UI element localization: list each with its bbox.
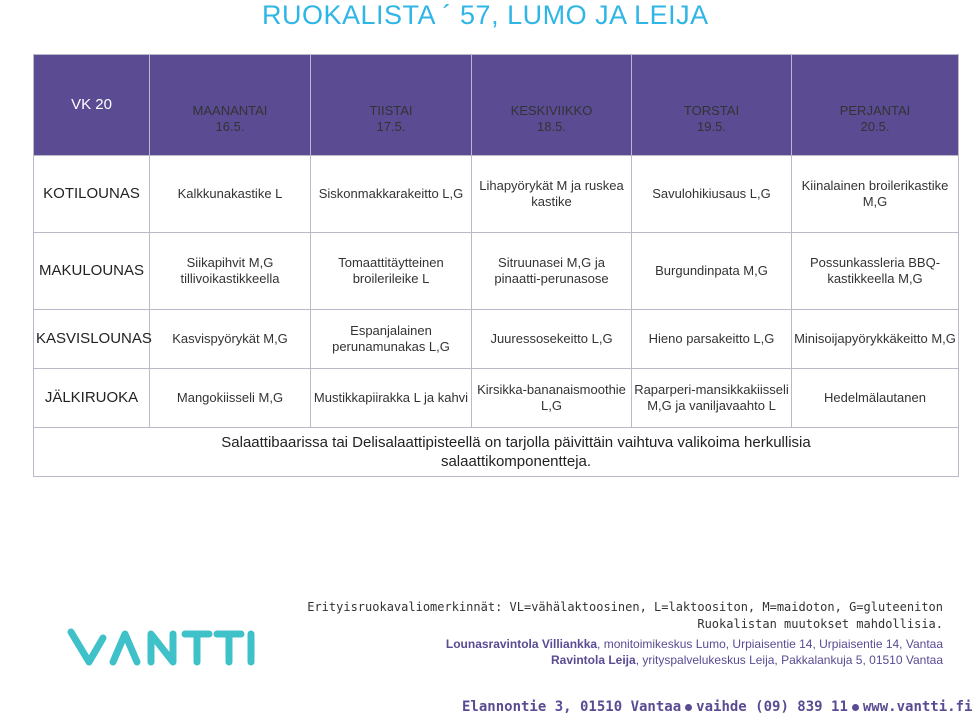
category-label: KASVISLOUNAS	[34, 310, 150, 369]
menu-cell: Juuressosekeitto L,G	[472, 310, 632, 369]
contact-phone: vaihde (09) 839 11	[696, 699, 848, 715]
salad-note: Salaattibaarissa tai Delisalaattipisteellä on tarjolla päivittäin vaihtuva valikoima herkullisia salaattikomponentteja.	[221, 434, 811, 470]
page-title: RUOKALISTA ´ 57, LUMO JA LEIJA	[262, 0, 709, 30]
day-header-wed: KESKIVIIKKO 18.5.	[472, 55, 632, 156]
menu-cell: Hieno parsakeitto L,G	[632, 310, 792, 369]
restaurant-leija	[551, 652, 943, 668]
restaurant-name: Ravintola Leija	[551, 653, 636, 667]
contact-web: www.vantti.fi	[862, 699, 972, 715]
menu-row-makulounas	[34, 233, 959, 310]
day-header-mon: MAANANTAI 16.5.	[150, 55, 311, 156]
menu-cell: Burgundinpata M,G	[632, 233, 792, 310]
restaurant-address: , yrityspalvelukeskus Leija, Pakkalankuja 5, 01510 Vantaa	[635, 653, 943, 667]
vantti-logo	[67, 624, 257, 672]
menu-cell: Raparperi-mansikkakiisseli M,G ja vaniljavaahto L	[632, 369, 792, 428]
category-label: JÄLKIRUOKA	[34, 369, 150, 428]
menu-cell: Kalkkunakastike L	[150, 156, 311, 233]
day-header-fri: PERJANTAI 20.5.	[792, 55, 959, 156]
menu-cell: Kasvispyörykät M,G	[150, 310, 311, 369]
menu-cell: Minisoijapyörykkäkeitto M,G	[792, 310, 959, 369]
day-header-tue: TIISTAI 17.5.	[311, 55, 472, 156]
menu-cell: Savulohikiusaus L,G	[632, 156, 792, 233]
menu-cell: Mangokiisseli M,G	[150, 369, 311, 428]
menu-table	[33, 54, 959, 477]
day-header-row	[34, 55, 959, 156]
contact-address: Elannontie 3, 01510 Vantaa	[462, 699, 682, 715]
menu-cell: Espanjalainen perunamunakas L,G	[311, 310, 472, 369]
menu-cell: Mustikkapiirakka L ja kahvi	[311, 369, 472, 428]
salad-row	[34, 428, 959, 477]
menu-row-kotilounas	[34, 156, 959, 233]
menu-cell: Tomaattitäytteinen broilerileike L	[311, 233, 472, 310]
category-label: MAKULOUNAS	[34, 233, 150, 310]
bullet-icon	[685, 704, 692, 711]
menu-cell: Lihapyörykät M ja ruskea kastike	[472, 156, 632, 233]
category-label: KOTILOUNAS	[34, 156, 150, 233]
changes-note: Ruokalistan muutokset mahdollisia.	[697, 617, 943, 631]
menu-cell: Sitruunasei M,G ja pinaatti-perunasose	[472, 233, 632, 310]
menu-cell: Kiinalainen broilerikastike M,G	[792, 156, 959, 233]
restaurant-address: , monitoimikeskus Lumo, Urpiaisentie 14, Urpiaisentie 14, Vantaa	[597, 637, 943, 651]
diet-legend: Erityisruokavaliomerkinnät: VL=vähälaktoosinen, L=laktoositon, M=maidoton, G=gluteeniton	[307, 600, 943, 614]
day-header-thu: TORSTAI 19.5.	[632, 55, 792, 156]
restaurant-name: Lounasravintola Villiankka	[445, 637, 598, 651]
menu-cell: Siskonmakkarakeitto L,G	[311, 156, 472, 233]
restaurant-villiankka	[446, 636, 943, 652]
menu-row-kasvislounas	[34, 310, 959, 369]
week-number: VK 20	[34, 55, 150, 156]
bullet-icon	[852, 704, 859, 711]
menu-cell: Hedelmälautanen	[792, 369, 959, 428]
contact-line	[462, 699, 972, 715]
menu-cell: Possunkassleria BBQ-kastikkeella M,G	[792, 233, 959, 310]
menu-row-jalkiruoka	[34, 369, 959, 428]
menu-cell: Siikapihvit M,G tillivoikastikkeella	[150, 233, 311, 310]
menu-cell: Kirsikka-bananaismoothie L,G	[472, 369, 632, 428]
